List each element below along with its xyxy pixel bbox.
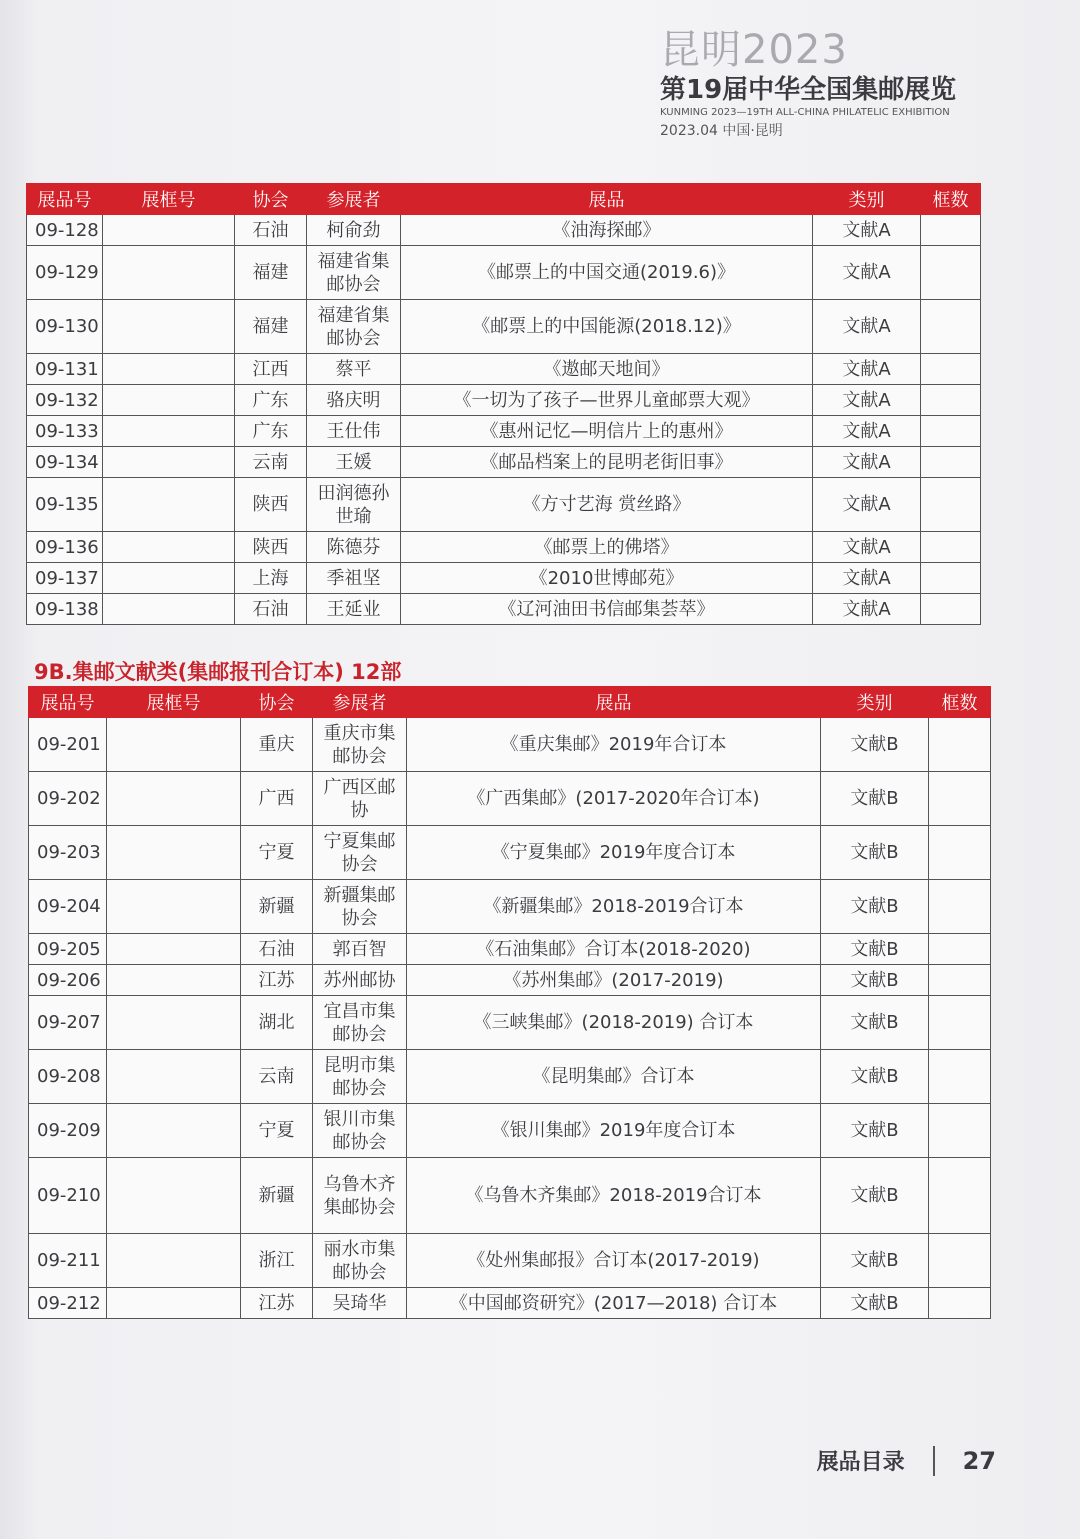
category-cell: 文献A — [813, 563, 921, 594]
association-cell: 云南 — [241, 1050, 313, 1104]
table-row — [29, 880, 991, 934]
table-row — [29, 996, 991, 1050]
category-cell: 文献A — [813, 385, 921, 416]
exhibitor-cell: 陈德芬 — [307, 532, 401, 563]
table-row — [29, 1104, 991, 1158]
exhibit-title-cell: 《银川集邮》2019年度合订本 — [407, 1104, 821, 1158]
association-cell: 福建 — [235, 246, 307, 300]
category-cell: 文献B — [821, 1288, 929, 1319]
frame-no-cell — [107, 718, 241, 772]
frame-no-cell — [103, 447, 235, 478]
exhibitor-cell: 蔡平 — [307, 354, 401, 385]
header-title: 第19届中华全国集邮展览 — [660, 75, 957, 105]
col-header-frames: 框数 — [929, 687, 991, 718]
exhibit-no-cell: 09-211 — [29, 1234, 107, 1288]
association-cell: 湖北 — [241, 996, 313, 1050]
exhibitor-cell: 重庆市集邮协会 — [313, 718, 407, 772]
frame-no-cell — [107, 880, 241, 934]
exhibit-no-cell: 09-131 — [27, 354, 103, 385]
frame-count-cell — [921, 478, 981, 532]
frame-no-cell — [103, 354, 235, 385]
exhibit-no-cell: 09-202 — [29, 772, 107, 826]
association-cell: 云南 — [235, 447, 307, 478]
exhibit-title-cell: 《邮品档案上的昆明老街旧事》 — [401, 447, 813, 478]
exhibitor-cell: 新疆集邮协会 — [313, 880, 407, 934]
exhibitor-cell: 福建省集邮协会 — [307, 300, 401, 354]
frame-count-cell — [921, 300, 981, 354]
table-header-row — [29, 687, 991, 718]
frame-no-cell — [103, 300, 235, 354]
frame-count-cell — [929, 880, 991, 934]
page-number: 27 — [962, 1446, 996, 1475]
col-header-exhibit-no: 展品号 — [27, 184, 103, 215]
association-cell: 广西 — [241, 772, 313, 826]
exhibitor-cell: 吴琦华 — [313, 1288, 407, 1319]
exhibitor-cell: 王仕伟 — [307, 416, 401, 447]
exhibitor-cell: 季祖坚 — [307, 563, 401, 594]
footer-divider — [933, 1446, 935, 1476]
exhibitor-cell: 王媛 — [307, 447, 401, 478]
exhibit-no-cell: 09-204 — [29, 880, 107, 934]
exhibit-no-cell: 09-209 — [29, 1104, 107, 1158]
exhibit-title-cell: 《2010世博邮苑》 — [401, 563, 813, 594]
frame-count-cell — [921, 447, 981, 478]
exhibit-title-cell: 《石油集邮》合订本(2018-2020) — [407, 934, 821, 965]
exhibit-title-cell: 《新疆集邮》2018-2019合订本 — [407, 880, 821, 934]
frame-count-cell — [921, 416, 981, 447]
association-cell: 上海 — [235, 563, 307, 594]
association-cell: 江苏 — [241, 965, 313, 996]
table-row — [27, 300, 981, 354]
exhibit-title-cell: 《辽河油田书信邮集荟萃》 — [401, 594, 813, 625]
category-cell: 文献A — [813, 246, 921, 300]
table-row — [27, 563, 981, 594]
category-cell: 文献A — [813, 478, 921, 532]
table-row — [29, 1050, 991, 1104]
category-cell: 文献B — [821, 880, 929, 934]
exhibit-no-cell: 09-138 — [27, 594, 103, 625]
catalog-header — [660, 28, 980, 142]
frame-count-cell — [929, 1104, 991, 1158]
frame-count-cell — [921, 532, 981, 563]
frame-no-cell — [103, 563, 235, 594]
exhibitor-cell: 田润德孙世瑜 — [307, 478, 401, 532]
col-header-category: 类别 — [821, 687, 929, 718]
exhibit-no-cell: 09-137 — [27, 563, 103, 594]
table-row — [29, 965, 991, 996]
category-cell: 文献B — [821, 718, 929, 772]
col-header-association: 协会 — [235, 184, 307, 215]
exhibit-no-cell: 09-203 — [29, 826, 107, 880]
exhibit-title-cell: 《惠州记忆—明信片上的惠州》 — [401, 416, 813, 447]
exhibit-title-cell: 《方寸艺海 赏丝路》 — [401, 478, 813, 532]
section-9b-title: 9B.集邮文献类(集邮报刊合订本) 12部 — [34, 660, 402, 684]
frame-count-cell — [921, 354, 981, 385]
frame-count-cell — [929, 1158, 991, 1234]
exhibitor-cell: 苏州邮协 — [313, 965, 407, 996]
table-row — [27, 215, 981, 246]
frame-count-cell — [929, 965, 991, 996]
exhibitor-cell: 郭百智 — [313, 934, 407, 965]
exhibit-no-cell: 09-128 — [27, 215, 103, 246]
frame-count-cell — [929, 1050, 991, 1104]
col-header-category: 类别 — [813, 184, 921, 215]
exhibitor-cell: 宜昌市集邮协会 — [313, 996, 407, 1050]
table-row — [29, 826, 991, 880]
header-english-subtitle: KUNMING 2023—19TH ALL-CHINA PHILATELIC EXHIBITION — [660, 107, 950, 118]
exhibit-no-cell: 09-212 — [29, 1288, 107, 1319]
exhibitor-cell: 柯俞劲 — [307, 215, 401, 246]
col-header-frames: 框数 — [921, 184, 981, 215]
category-cell: 文献A — [813, 215, 921, 246]
association-cell: 宁夏 — [241, 826, 313, 880]
exhibit-no-cell: 09-201 — [29, 718, 107, 772]
category-cell: 文献B — [821, 965, 929, 996]
col-header-frame-no: 展框号 — [107, 687, 241, 718]
association-cell: 石油 — [235, 594, 307, 625]
frame-count-cell — [921, 215, 981, 246]
association-cell: 石油 — [241, 934, 313, 965]
association-cell: 新疆 — [241, 880, 313, 934]
frame-no-cell — [107, 772, 241, 826]
association-cell: 福建 — [235, 300, 307, 354]
frame-count-cell — [929, 826, 991, 880]
frame-no-cell — [103, 594, 235, 625]
frame-no-cell — [103, 416, 235, 447]
table-row — [27, 532, 981, 563]
page-footer — [817, 1445, 996, 1476]
association-cell: 重庆 — [241, 718, 313, 772]
exhibitor-cell: 福建省集邮协会 — [307, 246, 401, 300]
exhibit-no-cell: 09-208 — [29, 1050, 107, 1104]
exhibit-title-cell: 《苏州集邮》(2017-2019) — [407, 965, 821, 996]
exhibit-title-cell: 《宁夏集邮》2019年度合订本 — [407, 826, 821, 880]
category-cell: 文献A — [813, 532, 921, 563]
col-header-exhibit: 展品 — [407, 687, 821, 718]
exhibit-no-cell: 09-130 — [27, 300, 103, 354]
association-cell: 广东 — [235, 385, 307, 416]
table-row — [29, 934, 991, 965]
frame-count-cell — [921, 563, 981, 594]
table-row — [27, 594, 981, 625]
frame-count-cell — [929, 996, 991, 1050]
exhibit-table-a — [26, 183, 981, 625]
table-row — [27, 447, 981, 478]
frame-no-cell — [103, 478, 235, 532]
table-header-row — [27, 184, 981, 215]
exhibit-no-cell: 09-129 — [27, 246, 103, 300]
exhibit-title-cell: 《邮票上的中国能源(2018.12)》 — [401, 300, 813, 354]
exhibitor-cell: 骆庆明 — [307, 385, 401, 416]
exhibit-no-cell: 09-210 — [29, 1158, 107, 1234]
col-header-exhibit: 展品 — [401, 184, 813, 215]
category-cell: 文献A — [813, 447, 921, 478]
exhibit-no-cell: 09-207 — [29, 996, 107, 1050]
frame-no-cell — [103, 215, 235, 246]
exhibitor-cell: 昆明市集邮协会 — [313, 1050, 407, 1104]
header-year: 昆明2023 — [660, 27, 848, 73]
frame-no-cell — [103, 532, 235, 563]
exhibitor-cell: 银川市集邮协会 — [313, 1104, 407, 1158]
association-cell: 陕西 — [235, 532, 307, 563]
association-cell: 陕西 — [235, 478, 307, 532]
frame-no-cell — [107, 1104, 241, 1158]
exhibit-table-b — [28, 686, 991, 1319]
exhibit-no-cell: 09-132 — [27, 385, 103, 416]
table-row — [27, 385, 981, 416]
col-header-exhibitor: 参展者 — [307, 184, 401, 215]
frame-no-cell — [107, 826, 241, 880]
exhibit-title-cell: 《乌鲁木齐集邮》2018-2019合订本 — [407, 1158, 821, 1234]
exhibit-title-cell: 《邮票上的中国交通(2019.6)》 — [401, 246, 813, 300]
category-cell: 文献B — [821, 996, 929, 1050]
category-cell: 文献B — [821, 826, 929, 880]
association-cell: 新疆 — [241, 1158, 313, 1234]
frame-count-cell — [929, 1234, 991, 1288]
exhibitor-cell: 宁夏集邮协会 — [313, 826, 407, 880]
col-header-exhibitor: 参展者 — [313, 687, 407, 718]
exhibit-no-cell: 09-133 — [27, 416, 103, 447]
category-cell: 文献B — [821, 1104, 929, 1158]
frame-count-cell — [921, 246, 981, 300]
exhibit-title-cell: 《昆明集邮》合订本 — [407, 1050, 821, 1104]
category-cell: 文献B — [821, 1158, 929, 1234]
exhibitor-cell: 王延业 — [307, 594, 401, 625]
exhibit-title-cell: 《一切为了孩子—世界儿童邮票大观》 — [401, 385, 813, 416]
footer-label: 展品目录 — [816, 1450, 905, 1475]
header-date-place: 2023.04 中国·昆明 — [660, 123, 783, 139]
frame-count-cell — [921, 385, 981, 416]
exhibit-title-cell: 《遨邮天地间》 — [401, 354, 813, 385]
frame-no-cell — [107, 1288, 241, 1319]
table-row — [27, 246, 981, 300]
frame-count-cell — [921, 594, 981, 625]
frame-count-cell — [929, 1288, 991, 1319]
table-row — [29, 1234, 991, 1288]
exhibitor-cell: 广西区邮协 — [313, 772, 407, 826]
frame-no-cell — [107, 1158, 241, 1234]
association-cell: 江西 — [235, 354, 307, 385]
exhibitor-cell: 丽水市集邮协会 — [313, 1234, 407, 1288]
exhibitor-cell: 乌鲁木齐集邮协会 — [313, 1158, 407, 1234]
frame-count-cell — [929, 934, 991, 965]
exhibit-no-cell: 09-135 — [27, 478, 103, 532]
exhibit-no-cell: 09-136 — [27, 532, 103, 563]
exhibit-title-cell: 《三峡集邮》(2018-2019) 合订本 — [407, 996, 821, 1050]
category-cell: 文献A — [813, 300, 921, 354]
frame-no-cell — [107, 965, 241, 996]
frame-count-cell — [929, 718, 991, 772]
col-header-exhibit-no: 展品号 — [29, 687, 107, 718]
association-cell: 广东 — [235, 416, 307, 447]
category-cell: 文献B — [821, 934, 929, 965]
frame-no-cell — [107, 996, 241, 1050]
association-cell: 浙江 — [241, 1234, 313, 1288]
table-row — [29, 1158, 991, 1234]
category-cell: 文献A — [813, 354, 921, 385]
table-row — [29, 1288, 991, 1319]
category-cell: 文献A — [813, 594, 921, 625]
exhibit-title-cell: 《重庆集邮》2019年合订本 — [407, 718, 821, 772]
table-row — [29, 718, 991, 772]
table-row — [27, 354, 981, 385]
exhibit-title-cell: 《邮票上的佛塔》 — [401, 532, 813, 563]
exhibit-title-cell: 《油海探邮》 — [401, 215, 813, 246]
association-cell: 宁夏 — [241, 1104, 313, 1158]
category-cell: 文献A — [813, 416, 921, 447]
table-row — [27, 416, 981, 447]
frame-no-cell — [103, 246, 235, 300]
category-cell: 文献B — [821, 1234, 929, 1288]
col-header-frame-no: 展框号 — [103, 184, 235, 215]
table-row — [27, 478, 981, 532]
association-cell: 江苏 — [241, 1288, 313, 1319]
table-row — [29, 772, 991, 826]
exhibit-title-cell: 《中国邮资研究》(2017—2018) 合订本 — [407, 1288, 821, 1319]
frame-no-cell — [107, 934, 241, 965]
col-header-association: 协会 — [241, 687, 313, 718]
association-cell: 石油 — [235, 215, 307, 246]
frame-count-cell — [929, 772, 991, 826]
category-cell: 文献B — [821, 772, 929, 826]
frame-no-cell — [107, 1234, 241, 1288]
exhibit-title-cell: 《广西集邮》(2017-2020年合订本) — [407, 772, 821, 826]
frame-no-cell — [103, 385, 235, 416]
exhibit-no-cell: 09-205 — [29, 934, 107, 965]
exhibit-title-cell: 《处州集邮报》合订本(2017-2019) — [407, 1234, 821, 1288]
exhibit-no-cell: 09-134 — [27, 447, 103, 478]
frame-no-cell — [107, 1050, 241, 1104]
exhibit-no-cell: 09-206 — [29, 965, 107, 996]
category-cell: 文献B — [821, 1050, 929, 1104]
